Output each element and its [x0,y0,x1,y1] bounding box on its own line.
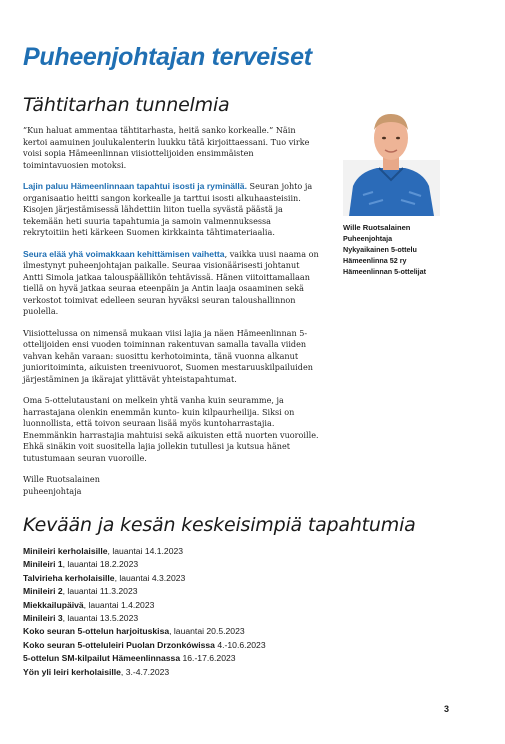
event-date: , lauantai 4.3.2023 [114,572,186,583]
event-item [23,666,463,679]
event-name: Talvirieha kerholaisille [23,572,115,583]
article-body [23,125,319,497]
event-item [23,652,463,665]
event-date: 4.-10.6.2023 [214,639,266,650]
page-number: 3 [444,704,450,714]
page-title: Puheenjohtajan terveiset [23,43,312,71]
signature-title: puheenjohtaja [23,485,82,496]
event-date: , lauantai 1.4.2023 [83,599,155,610]
event-name: Minileiri 1 [23,559,63,570]
event-date: , lauantai 11.3.2023 [62,586,138,597]
caption-club: Hämeenlinna 52 ry [343,256,407,265]
events-list [23,545,463,679]
event-date: , 3.-4.7.2023 [120,666,170,677]
paragraph-five-events: Viisiottelussa on nimensä mukaan viisi lajia ja näen Hämeenlinnan 5-ottelijoiden ensi vuoden toiminnan rakentuvan samalla tavalla viiden vahvan kehän varaan: suosittu kerhotoiminta, tänä vuonna alkanut junioritoiminta, aikuisten treenivuorot, Suomen mestaruuskilpailuiden järjestäminen ja ikärajat ylittävät yhteistapahtumat. [23,327,313,384]
event-date: , lauantai 20.5.2023 [169,626,245,637]
paragraph-development-text: , vaikka uusi naama on ilmestynyt puheenjohtajan paikalle. Seuraa visionäärisesti johtanut Antti Simola jatkaa talouspäällikön tehtävissä. Hänen viitoittamallaan tiellä on hyvä jatkaa seuraa eteenpäin ja Antin laaja osaaminen sekä verkostot toimivat edelleen seuran hyväksi seuran taloushallinnon puolella. [23,248,319,316]
lead-return: Lajin paluu Hämeenlinnaan tapahtui isosti ja ryminällä. [23,181,247,191]
event-name: Minileiri 2 [23,586,63,597]
event-item [23,612,463,625]
event-name: Minileiri kerholaisille [23,546,108,556]
paragraph-return [23,181,319,239]
event-name: Minileiri 3 [23,613,63,624]
event-item [23,599,463,612]
section-heading-greeting: Tähtitarhan tunnelmia [23,94,230,116]
paragraph-intro: ”Kun haluat ammentaa tähtitarhasta, heitä sanko korkealle.” Näin kertoi aamuinen joulukalenterin luukku tätä kirjoittaessani. Tuo virke voisi sopia Hämeenlinnan viisiottelijoiden ensimmäisten toimintavuosien motoksi. [23,125,310,170]
event-name: Yön yli leiri kerholaisille [23,666,121,677]
chairman-photo [343,100,440,216]
event-item [23,639,463,652]
caption-role: Puheenjohtaja [343,234,393,243]
event-item [23,625,463,638]
event-date: 16.-17.6.2023 [180,653,236,664]
event-name: Miekkailupäivä [23,599,84,610]
event-name: 5-ottelun SM-kilpailut Hämeenlinnassa [23,653,181,664]
signature [23,474,319,497]
event-item [23,585,463,598]
caption-name: Wille Ruotsalainen [343,223,411,232]
photo-caption [343,222,483,277]
paragraph-background: Oma 5-ottelutaustani on melkein yhtä vanha kuin seuramme, ja harrastajana olenkin enemmän kunto- kuin kilpaurheilija. Siksi on luonnollista, että toivon seuraan lisää myös kuntoharrastajia. Enemmänkin harrastajia mahtuisi sekä aikuisten että nuorten vuoroille. Ehkä sinäkin voit suositella lajia jollekin tutullesi ja kutsua hänet tutustumaan seuran vuoroille. [23,395,319,463]
event-name: Koko seuran 5-otteluleiri Puolan Drzonkówissa [23,639,215,650]
event-date: , lauantai 18.2.2023 [62,559,139,570]
event-date: , lauantai 13.5.2023 [62,613,139,624]
event-item [23,558,463,571]
signature-name: Wille Ruotsalainen [23,474,100,484]
event-item [23,545,463,558]
lead-development: Seura elää yhä voimakkaan kehittämisen vaihetta [23,248,225,259]
paragraph-return-text: Seuran johto ja organisaatio heitti sangon korkealle ja tarttui isosti alkuhaasteisiin. Kisojen järjestämisessä lähdettiin liiton tuella syvästä päästä ja tekemään heti suuria tapahtumia ja samoin valmennuksessa rekrytoitiin heti kärkeen Suomen kirkkainta tähtimateriaalia. [23,181,313,237]
event-date: , lauantai 14.1.2023 [107,546,184,556]
event-item [23,572,463,585]
portrait-illustration [343,100,440,216]
caption-club-alt: Hämeenlinnan 5-ottelijat [343,267,427,276]
section-heading-events: Kevään ja kesän keskeisimpiä tapahtumia [23,514,416,536]
caption-sport: Nykyaikainen 5-ottelu [343,245,417,254]
paragraph-development [23,249,319,318]
event-name: Koko seuran 5-ottelun harjoituskisa [23,626,170,637]
